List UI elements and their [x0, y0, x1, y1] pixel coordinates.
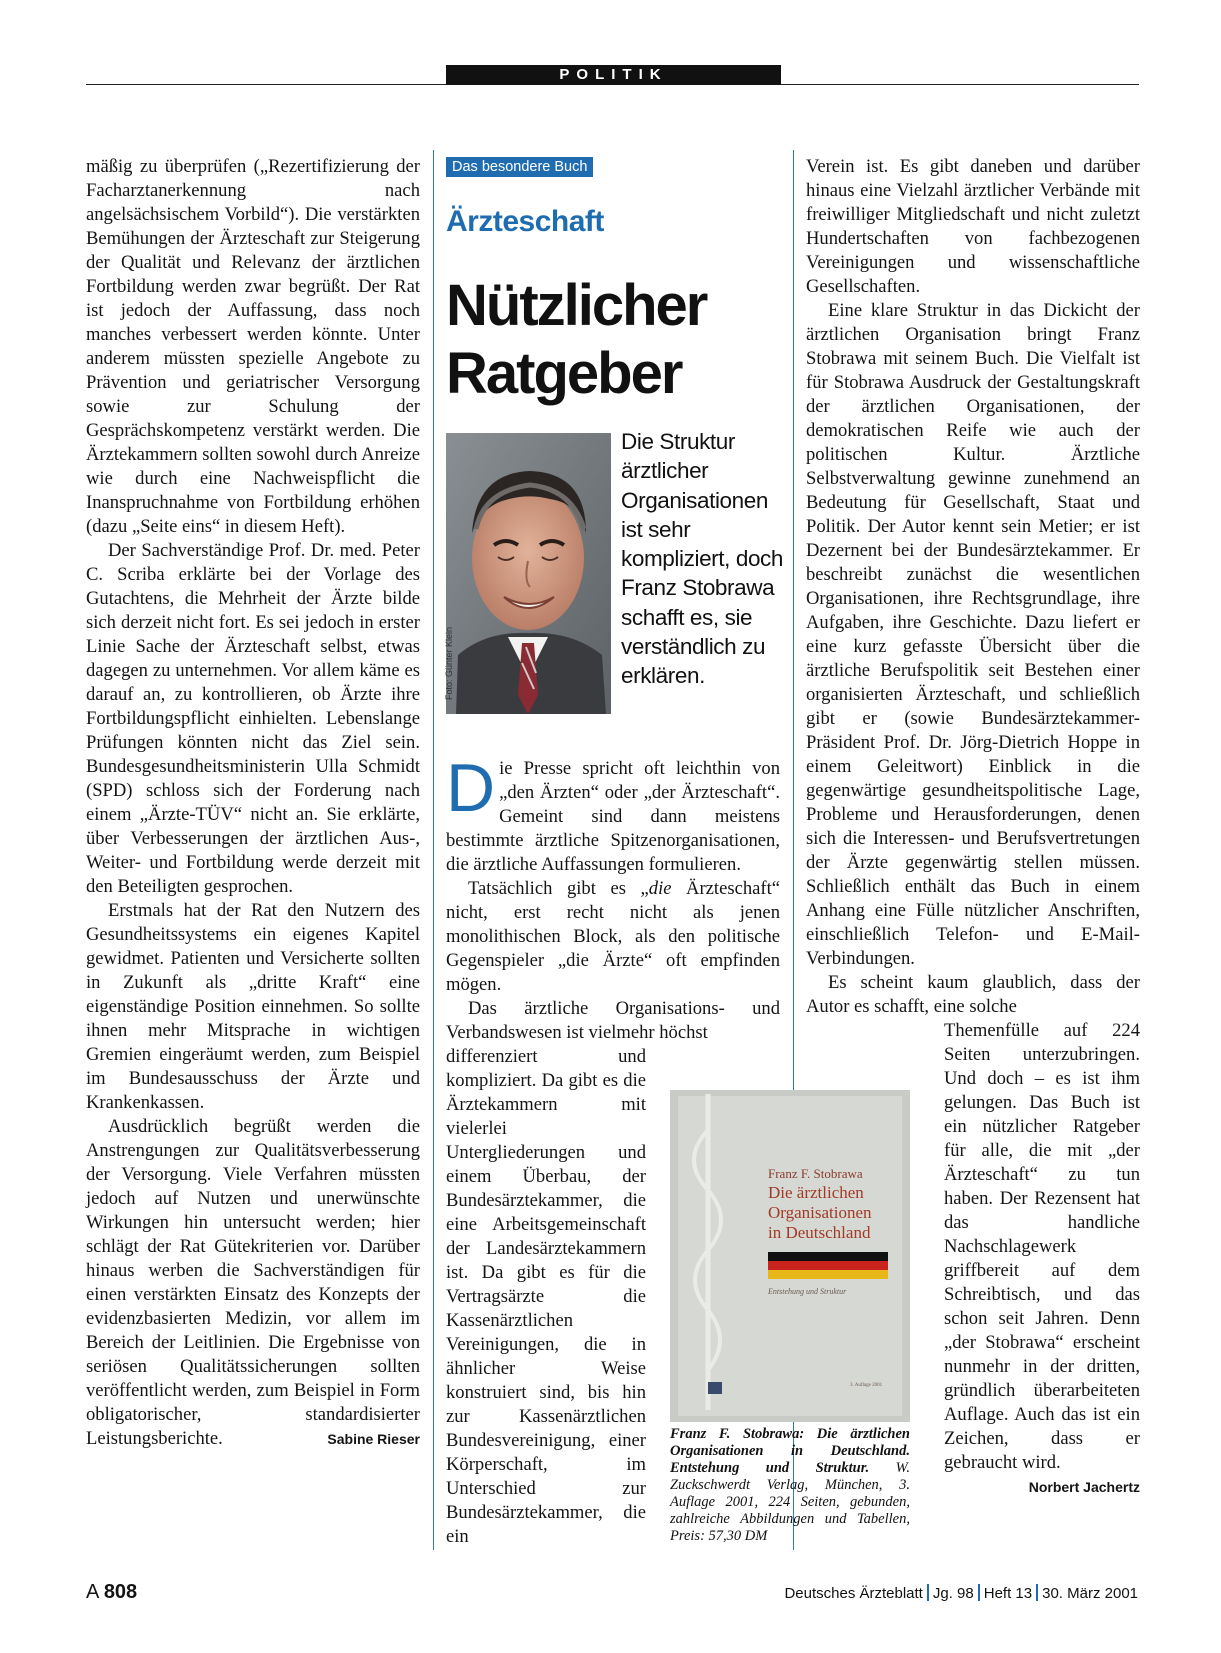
topic-heading: Ärzteschaft [446, 205, 604, 238]
cover-title-3: in Deutschland [768, 1223, 871, 1242]
book-caption: Franz F. Stobrawa: Die ärztlichen Organisationen in Deutschland. Entstehung und Struktur. W. Zuckschwerdt Verlag, München, 3. Auflage 2001, 224 Seiten, gebunden, zahlreiche Abbildungen und Tabellen, Preis: 57,30 DM [670, 1426, 910, 1544]
cover-author: Franz F. Stobrawa [768, 1166, 863, 1181]
author-byline: Norbert Jachertz [1028, 1479, 1140, 1495]
col3-paragraph: Verein ist. Es gibt daneben und darüber hinaus eine Vielzahl ärztlicher Verbände mit freiwilliger Mitgliedschaft und nicht zuletzt Hundertschaften von fachbezogenen Vereinigungen und wissenschaftliche Gesellschaften. [806, 156, 1140, 297]
section-label: POLITIK [446, 65, 781, 85]
col1-paragraph: Der Sachverständige Prof. Dr. med. Peter C. Scriba erklärte bei der Vorlage des Gutachtens, die Mehrheit der Ärzte bilde sich derzeit nicht fort. Es sei jedoch in erster Linie Sache der Ärzteschaft selbst, etwas dagegen zu unternehmen. Vor allem käme es darauf an, zu kontrollieren, ob Ärzte ihre Fortbildungspflicht einhielten. Lebenslange Prüfungen könnten nicht das Ziel sein. Bundesgesundheitsministerin Ulla Schmidt (SPD) schloss sich der Forderung nach einem „Ärzte-TÜV“ nicht an. Sie erklärte, über Verbesserungen der ärztlichen Aus-, Weiter- und Fortbildung werde derzeit mit den Beteiligten gesprochen. [86, 540, 420, 897]
cover-title-1: Die ärztlichen [768, 1183, 864, 1202]
col1-paragraph-last: Ausdrücklich begrüßt werden die Anstrengungen zur Qualitätsverbesserung der Versorgung. Viele Verfahren müssten jedoch auf Nutzen und unerwünschte Wirkungen hin untersucht werden; hier schlägt der Rat Gütekriterien vor. Darüber hinaus werben die Sachverständigen für einen verstärkten Einsatz des Konzepts der evidenzbasierten Medizin, vor allem im Bereich der Leitlinien. Die Ergebnisse von seriösen Qualitätssicherungen sollten veröffentlicht werden, zum Beispiel in Form obligatorischer, standardisierter Leistungsberichte. Sabine Rieser [86, 1116, 420, 1449]
page-number: A 808 [86, 1581, 138, 1603]
kicker-badge: Das besondere Buch [446, 157, 593, 177]
column-left [86, 155, 420, 1451]
author-portrait [446, 433, 611, 714]
footer-journal-info: Deutsches Ärzteblatt Jg. 98 Heft 13 30. März 2001 [784, 1585, 1138, 1602]
article-paragraph-narrow: differenziert und kompliziert. Da gibt es die Ärztekammern mit vielerlei Untergliederungen und einem Überbau, der Bundesärztekammer, die eine Arbeitsgemeinschaft der Landesärztekammern ist. Da gibt es für die Vertragsärzte die Kassenärztlichen Vereinigungen, die in ähnlicher Weise konstruiert sind, bis hin zur Kassenärztlichen Bundesvereinigung, einer Körperschaft, im Unterschied zur Bundesärztekammer, die ein [446, 1046, 646, 1547]
dropcap: D [446, 750, 496, 826]
col1-paragraph: Erstmals hat der Rat den Nutzern des Gesundheitssystems ein eigenes Kapitel gewidmet. Patienten und Versicherte sollten in Zukunft als „dritte Kraft“ eine eigenständige Position einnehmen. So sollte ihnen mehr Mitsprache in wichtigen Gremien eingeräumt werden, zum Beispiel im Bundesausschuss der Ärzte und Krankenkassen. [86, 900, 420, 1113]
col3-paragraph: Eine klare Struktur in das Dickicht der ärztlichen Organisation bringt Franz Stobrawa mit seinem Buch. Die Vielfalt ist für Stobrawa Ausdruck der Gestaltungskraft der ärztlichen Organisationen, der demokratischen Reife wie auch der politischen Kultur. Ärztliche Selbstverwaltung gewinne zunehmend an Bedeutung für Gesellschaft, Staat und Politik. Der Autor kennt sein Metier; er ist Dezernent bei der Bundesärztekammer. Er beschreibt zunächst die wesentlichen Organisationen, ihre Rechtsgrundlage, ihre Aufgaben, ihre Geschichte. Dazu liefert er eine kurz gefasste Übersicht über die ärztliche Berufspolitik seit Bestehen einer organisierten Ärzteschaft, und schließlich gibt er (sowie Bundesärztekammer-Präsident Prof. Dr. Jörg-Dietrich Hoppe in einem Geleitwort) Einblick in die gegenwärtige gesundheitspolitische Lage, Probleme und Herausforderungen, denen sich die Interessen- und Berufsvertretungen der Ärzte gegenwärtig stellen müssen. Schließlich enthält das Buch in einem Anhang eine Fülle nützlicher Anschriften, einschließlich Telefon- und E-Mail-Verbindungen. [806, 300, 1140, 969]
cover-edition: 3. Auflage 2001 [850, 1383, 883, 1388]
col3-paragraph: Es scheint kaum glaublich, dass der Autor es schafft, eine solche [806, 972, 1140, 1017]
book-cover-image [670, 1090, 910, 1422]
cover-subtitle: Entstehung und Struktur [768, 1287, 847, 1296]
publisher-logo-icon [708, 1382, 722, 1394]
author-byline: Sabine Rieser [327, 1431, 420, 1447]
headline: Nützlicher Ratgeber [446, 273, 707, 406]
teaser-text: Die Struktur ärztlicher Organisationen ist sehr kompliziert, doch Franz Stobrawa schafft es, sie verständlich zu erklären. [621, 429, 784, 689]
cover-title-2: Organisationen [768, 1203, 872, 1222]
column-divider [433, 150, 434, 1550]
article-paragraph: Die Presse spricht oft leichthin von „den Ärzten“ oder „der Ärzteschaft“. Gemeint sind dann meistens bestimmte ärztliche Spitzenorganisationen, die ärztliche Auffassungen formulieren. [446, 750, 780, 875]
article-paragraph: Das ärztliche Organisations- und Verbandswesen ist vielmehr höchst [446, 998, 780, 1043]
col3-paragraph-narrow: Themenfülle auf 224 Seiten unterzubringen. Und doch – es ist ihm gelungen. Das Buch ist ein nützlicher Ratgeber für alle, die mit „der Ärzteschaft“ zu tun haben. Der Rezensent hat das handliche Nachschlagewerk griffbereit auf dem Schreibtisch, und das schon seit Jahren. Denn „der Stobrawa“ erscheint nunmehr in der dritten, gründlich überarbeiteten Auflage. Auch das ist ein Zeichen, dass er gebraucht wird. Norbert Jachertz [944, 1019, 1140, 1475]
col1-paragraph: mäßig zu überprüfen („Rezertifizierung der Facharztanerkennung nach angelsächsischem Vorbild“). Die verstärkten Bemühungen der Ärzteschaft zur Steigerung der Qualität und Relevanz der ärztlichen Fortbildung werden zwar begrüßt. Der Rat ist jedoch der Auffassung, dass noch manches verbessert werden könnte. Unter anderem müssten spezielle Angebote zu Prävention und geriatrischer Versorgung sowie zur Schulung der Gesprächskompetenz verstärkt werden. Die Ärztekammern sollten sowohl durch Anreize wie durch eine Nachweispflicht die Inanspruchnahme von Fortbildung erhöhen (dazu „Seite eins“ in diesem Heft). [86, 156, 420, 537]
photo-credit: Foto: Günter Klein [444, 626, 454, 700]
article-paragraph: Tatsächlich gibt es „die Ärzteschaft“ nicht, erst recht nicht als jenen monolithischen Block, als den politische Gegenspieler „die Ärzte“ oft empfinden mögen. [446, 878, 780, 995]
